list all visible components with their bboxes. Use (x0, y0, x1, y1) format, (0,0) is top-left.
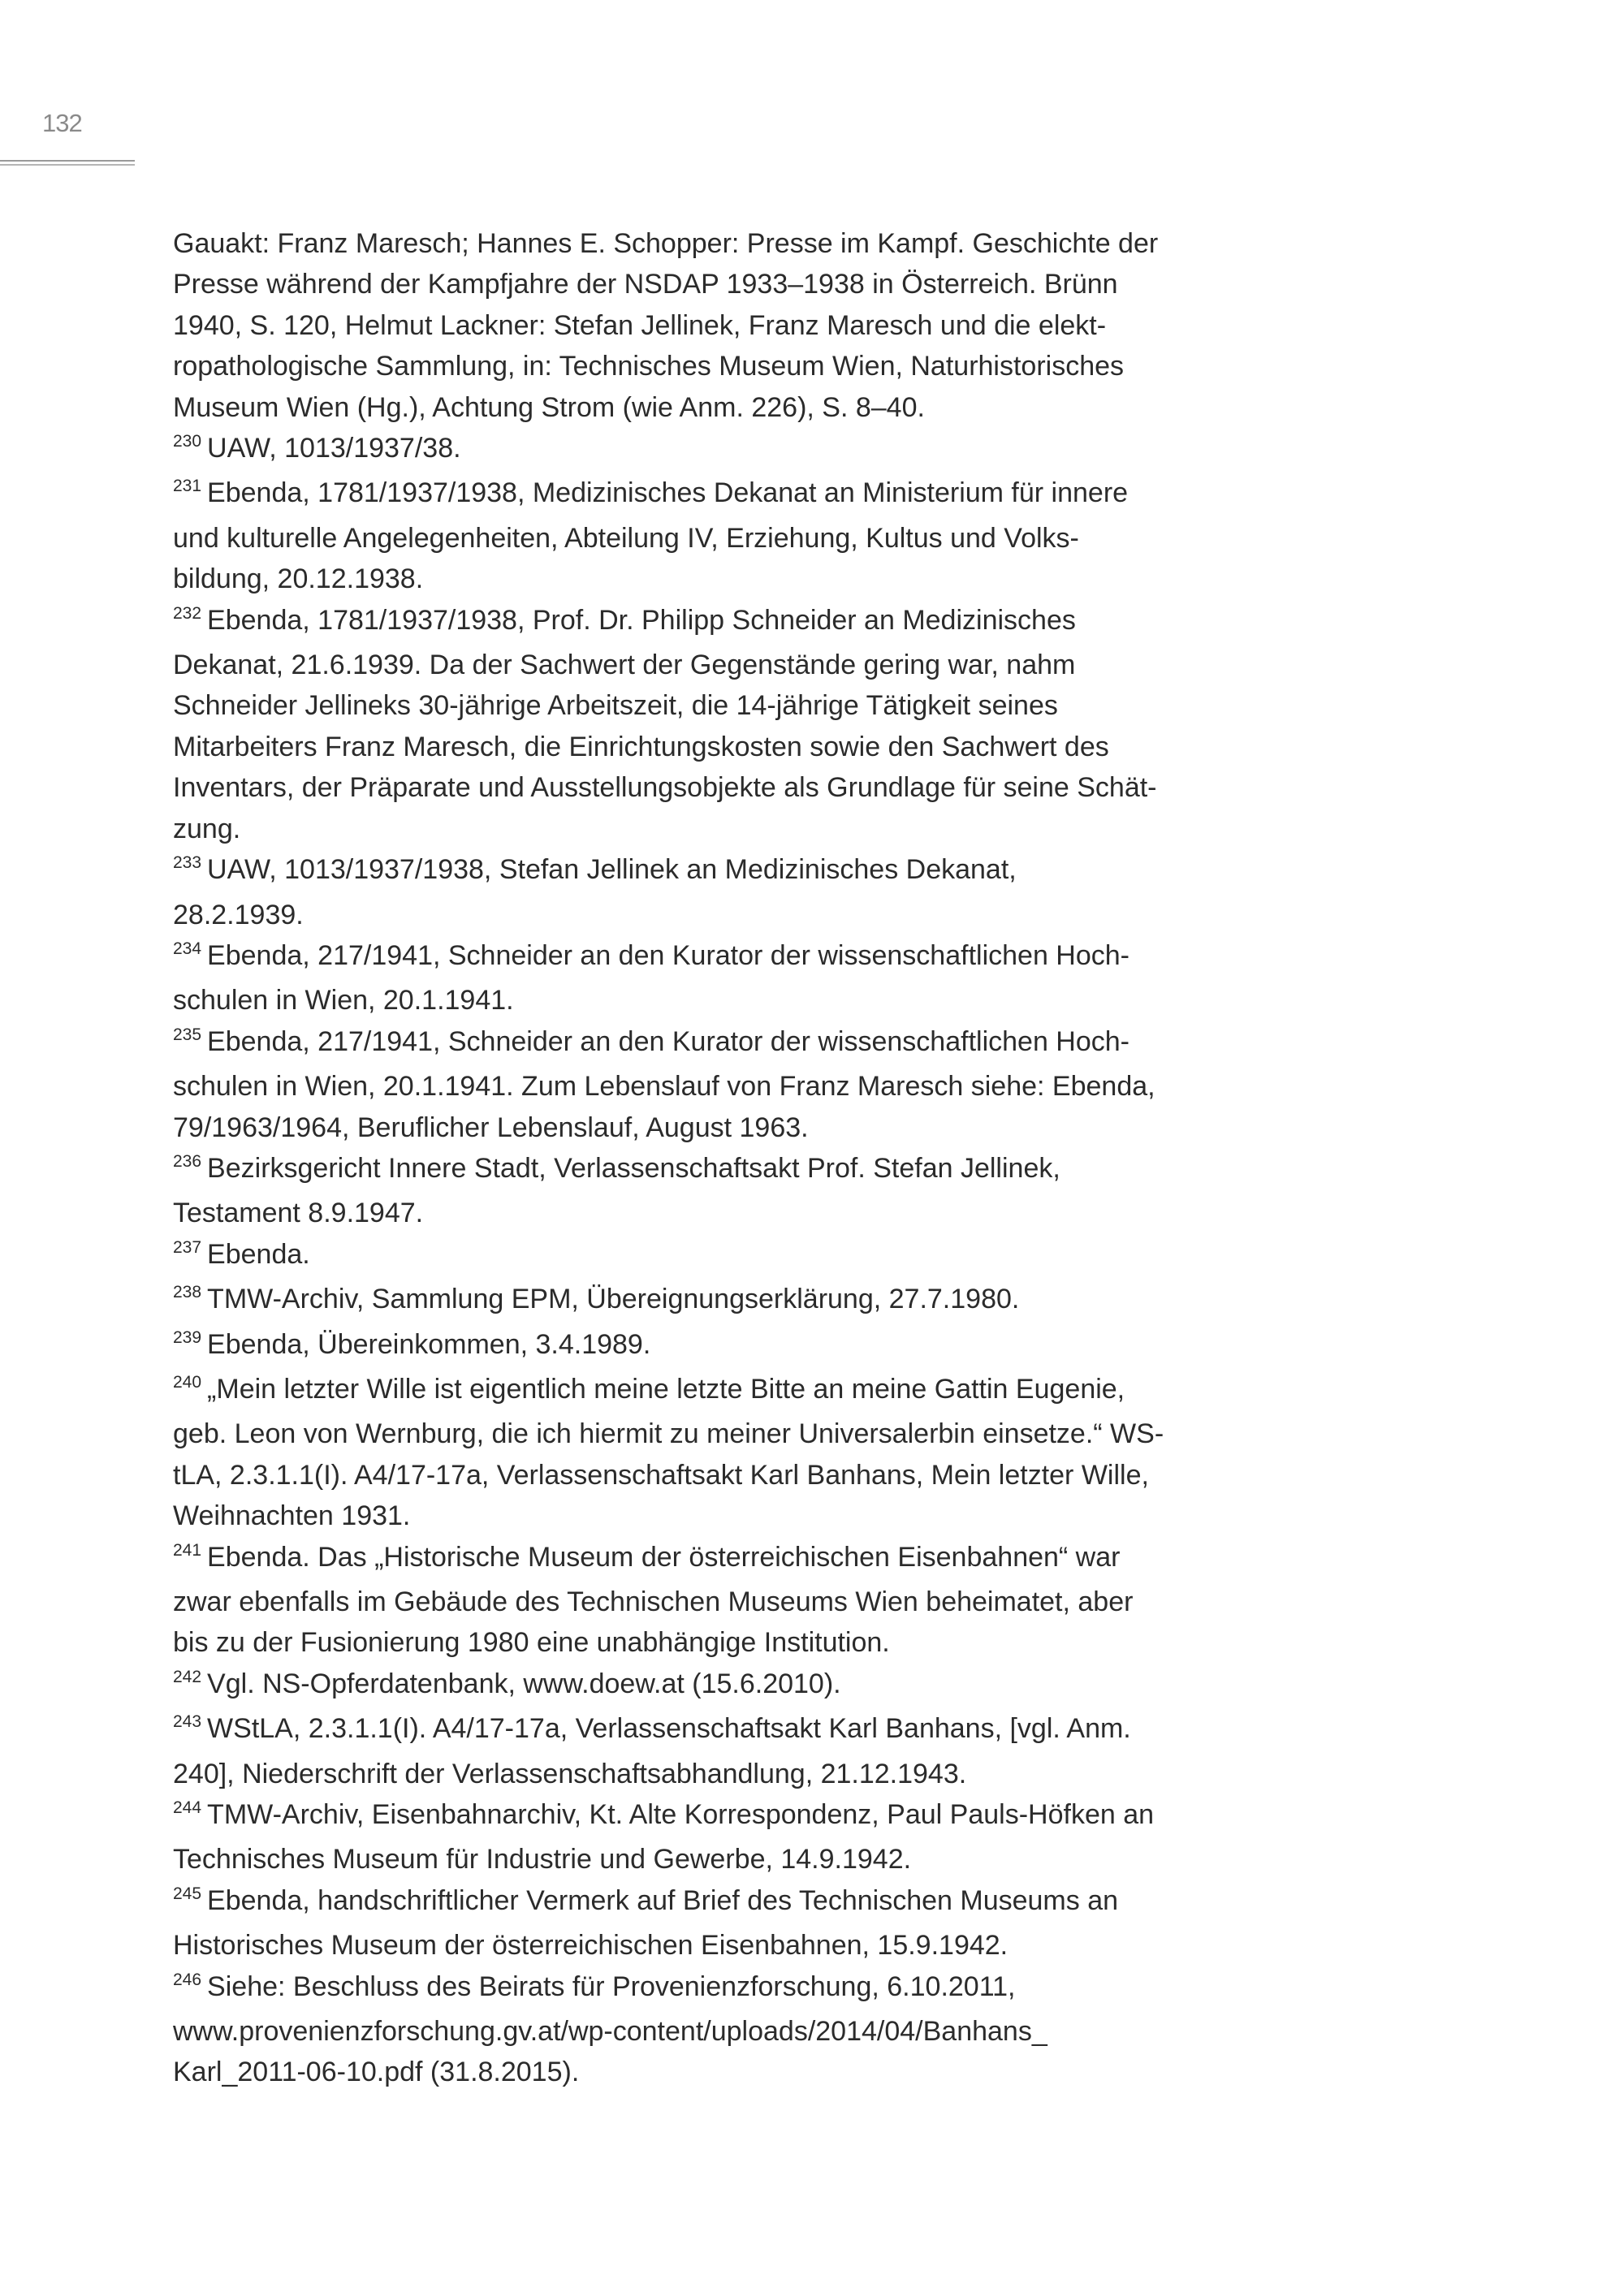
footnote-text: Ebenda. Das „Historische Museum der österreichischen Eisenbahnen“ war (207, 1541, 1121, 1573)
footnote-line (173, 1880, 1310, 1925)
footnote (173, 223, 1310, 428)
footnote-number: 235 (173, 1025, 202, 1044)
footnote-text: WStLA, 2.3.1.1(I). A4/17-17a, Verlassenschaftsakt Karl Banhans, [vgl. Anm. (207, 1713, 1131, 1745)
footnote (173, 1369, 1310, 1537)
footnote-text: Testament 8.9.1947. (173, 1198, 424, 1229)
footnote-text: Ebenda, Übereinkommen, 3.4.1989. (207, 1328, 651, 1360)
footnote-line (173, 1369, 1310, 1414)
footnote-text: Mitarbeiters Franz Maresch, die Einrichtungskosten sowie den Sachwert des (173, 731, 1109, 762)
footnote-text: geb. Leon von Wernburg, die ich hiermit zu meiner Universalerbin einsetze.“ WS- (173, 1418, 1164, 1450)
footnote-text: 28.2.1939. (173, 899, 304, 930)
footnote-text: Dekanat, 21.6.1939. Da der Sachwert der Gegenstände gering war, nahm (173, 650, 1076, 681)
footnote-line (173, 1279, 1310, 1323)
footnote-number: 243 (173, 1712, 202, 1732)
footnote-text: bis zu der Fusionierung 1980 eine unabhängige Institution. (173, 1627, 890, 1659)
footnote (173, 1279, 1310, 1323)
footnote-text: Vgl. NS-Opferdatenbank, www.doew.at (15.6.2010). (207, 1668, 841, 1699)
footnote-line (173, 1839, 1310, 1880)
footnote-number: 237 (173, 1237, 202, 1257)
footnote-line (173, 1021, 1310, 1066)
footnote-text: Bezirksgericht Innere Stadt, Verlassenschaftsakt Prof. Stefan Jellinek, (207, 1152, 1060, 1184)
footnote-line (173, 809, 1310, 849)
footnote-line (173, 1234, 1310, 1279)
footnote-text: zwar ebenfalls im Gebäude des Technischen Museums Wien beheimatet, aber (173, 1586, 1134, 1617)
footnotes (173, 223, 1310, 2093)
footnote-line (173, 685, 1310, 726)
footnote-line (173, 1925, 1310, 1966)
footnote-text: UAW, 1013/1937/38. (207, 433, 461, 464)
footnote (173, 849, 1310, 935)
footnote-line (173, 1066, 1310, 1107)
footnote-line (173, 305, 1310, 346)
footnote-line (173, 1496, 1310, 1536)
footnote-line (173, 387, 1310, 428)
footnote-number: 236 (173, 1151, 202, 1171)
footnote-line (173, 600, 1310, 645)
footnote (173, 428, 1310, 473)
footnote-text: 79/1963/1964, Beruflicher Lebenslauf, August 1963. (173, 1111, 809, 1143)
footnote-text: Siehe: Beschluss des Beirats für Provenienzforschung, 6.10.2011, (207, 1970, 1016, 2002)
footnote (173, 1966, 1310, 2093)
footnote-text: „Mein letzter Wille ist eigentlich meine letzte Bitte an meine Gattin Eugenie, (207, 1373, 1125, 1405)
footnote-line (173, 1193, 1310, 1233)
footnote-text: www.provenienzforschung.gv.at/wp-content/uploads/2014/04/Banhans_ (173, 2016, 1047, 2048)
footnote-line (173, 895, 1310, 935)
footnote-number: 238 (173, 1283, 202, 1302)
footnote-number: 230 (173, 432, 202, 451)
footnote-number: 244 (173, 1798, 202, 1818)
footnote-line (173, 1966, 1310, 2011)
footnote-text: ropathologische Sammlung, in: Technisches Museum Wien, Naturhistorisches (173, 351, 1125, 382)
footnote-text: und kulturelle Angelegenheiten, Abteilung IV, Erziehung, Kultus und Volks- (173, 522, 1079, 554)
footnote-text: Schneider Jellineks 30-jährige Arbeitszeit, die 14-jährige Tätigkeit seines (173, 690, 1058, 722)
footnote-line (173, 428, 1310, 473)
footnote-line (173, 2052, 1310, 2092)
footnote-text: bildung, 20.12.1938. (173, 563, 424, 595)
footnote (173, 1234, 1310, 1279)
footnote-line (173, 645, 1310, 685)
footnote-line (173, 223, 1310, 264)
footnote-line (173, 1754, 1310, 1794)
footnote (173, 935, 1310, 1021)
footnote-line (173, 264, 1310, 304)
footnote-line (173, 1324, 1310, 1369)
footnote-line (173, 1582, 1310, 1622)
footnote-line (173, 980, 1310, 1021)
footnote-text: Ebenda, 217/1941, Schneider an den Kurator der wissenschaftlichen Hoch- (207, 939, 1129, 971)
footnote-text: Gauakt: Franz Maresch; Hannes E. Schopper: Presse im Kampf. Geschichte der (173, 228, 1159, 259)
footnote-number: 232 (173, 603, 202, 623)
footnote-text: 1940, S. 120, Helmut Lackner: Stefan Jellinek, Franz Maresch und die elekt- (173, 309, 1107, 341)
footnote-text: TMW-Archiv, Sammlung EPM, Übereignungserklärung, 27.7.1980. (207, 1284, 1020, 1315)
footnote (173, 600, 1310, 849)
footnote-text: TMW-Archiv, Eisenbahnarchiv, Kt. Alte Korrespondenz, Paul Pauls-Höfken an (207, 1799, 1155, 1831)
footnote-line (173, 1794, 1310, 1839)
footnote-line (173, 473, 1310, 517)
footnote-number: 242 (173, 1667, 202, 1686)
page-number: 132 (42, 109, 82, 137)
footnote-number: 245 (173, 1884, 202, 1903)
footnote-line (173, 559, 1310, 599)
footnote-line (173, 849, 1310, 894)
footnote-text: tLA, 2.3.1.1(I). A4/17-17a, Verlassenschaftsakt Karl Banhans, Mein letzter Wille, (173, 1459, 1149, 1491)
footnote-line (173, 518, 1310, 559)
footnote-line (173, 1148, 1310, 1193)
footnote-line (173, 2011, 1310, 2052)
footnote-text: Museum Wien (Hg.), Achtung Strom (wie Anm. 226), S. 8–40. (173, 391, 925, 423)
footnote-text: Presse während der Kampfjahre der NSDAP 1933–1938 in Österreich. Brünn (173, 269, 1118, 300)
footnote-text: Weihnachten 1931. (173, 1500, 411, 1532)
footnote-number: 231 (173, 477, 202, 496)
footnote-number: 246 (173, 1970, 202, 1989)
footnote (173, 1537, 1310, 1664)
footnote-number: 239 (173, 1327, 202, 1347)
footnote-text: Karl_2011-06-10.pdf (31.8.2015). (173, 2057, 580, 2088)
footnote-number: 241 (173, 1540, 202, 1560)
footnote-line (173, 1622, 1310, 1663)
footnote-line (173, 935, 1310, 980)
footnote (173, 1148, 1310, 1234)
footnote-text: Ebenda, 1781/1937/1938, Medizinisches Dekanat an Ministerium für innere (207, 477, 1129, 509)
footnote-number: 240 (173, 1372, 202, 1392)
footnote (173, 1794, 1310, 1880)
footnote (173, 1708, 1310, 1794)
footnote-line (173, 1107, 1310, 1148)
footnote-text: schulen in Wien, 20.1.1941. (173, 985, 514, 1017)
footnote-text: Technisches Museum für Industrie und Gewerbe, 14.9.1942. (173, 1844, 912, 1875)
footnote-text: 240], Niederschrift der Verlassenschaftsabhandlung, 21.12.1943. (173, 1758, 967, 1789)
footnote-line (173, 1455, 1310, 1496)
footnote-line (173, 1414, 1310, 1454)
footnote (173, 1880, 1310, 1966)
footnote-line (173, 346, 1310, 386)
footnote-line (173, 1708, 1310, 1753)
footnote-text: Ebenda. (207, 1238, 310, 1270)
footnote (173, 1664, 1310, 1708)
footnote-line (173, 1537, 1310, 1582)
footnote-line (173, 727, 1310, 767)
footnote-text: schulen in Wien, 20.1.1941. Zum Lebenslauf von Franz Maresch siehe: Ebenda, (173, 1071, 1155, 1103)
footnote-number: 233 (173, 853, 202, 873)
footnote (173, 1324, 1310, 1369)
footnote-text: zung. (173, 813, 241, 844)
footnote-text: Ebenda, handschriftlicher Vermerk auf Brief des Technischen Museums an (207, 1884, 1119, 1916)
footnote-text: Ebenda, 1781/1937/1938, Prof. Dr. Philipp Schneider an Medizinisches (207, 604, 1076, 636)
footnote (173, 473, 1310, 599)
footnote (173, 1021, 1310, 1148)
header-rule (0, 160, 135, 166)
footnote-line (173, 767, 1310, 808)
footnote-text: Ebenda, 217/1941, Schneider an den Kurator der wissenschaftlichen Hoch- (207, 1025, 1129, 1057)
footnote-text: UAW, 1013/1937/1938, Stefan Jellinek an Medizinisches Dekanat, (207, 854, 1017, 886)
footnote-line (173, 1664, 1310, 1708)
footnote-text: Inventars, der Präparate und Ausstellungsobjekte als Grundlage für seine Schät- (173, 772, 1157, 804)
footnote-text: Historisches Museum der österreichischen Eisenbahnen, 15.9.1942. (173, 1930, 1009, 1962)
footnote-number: 234 (173, 939, 202, 958)
